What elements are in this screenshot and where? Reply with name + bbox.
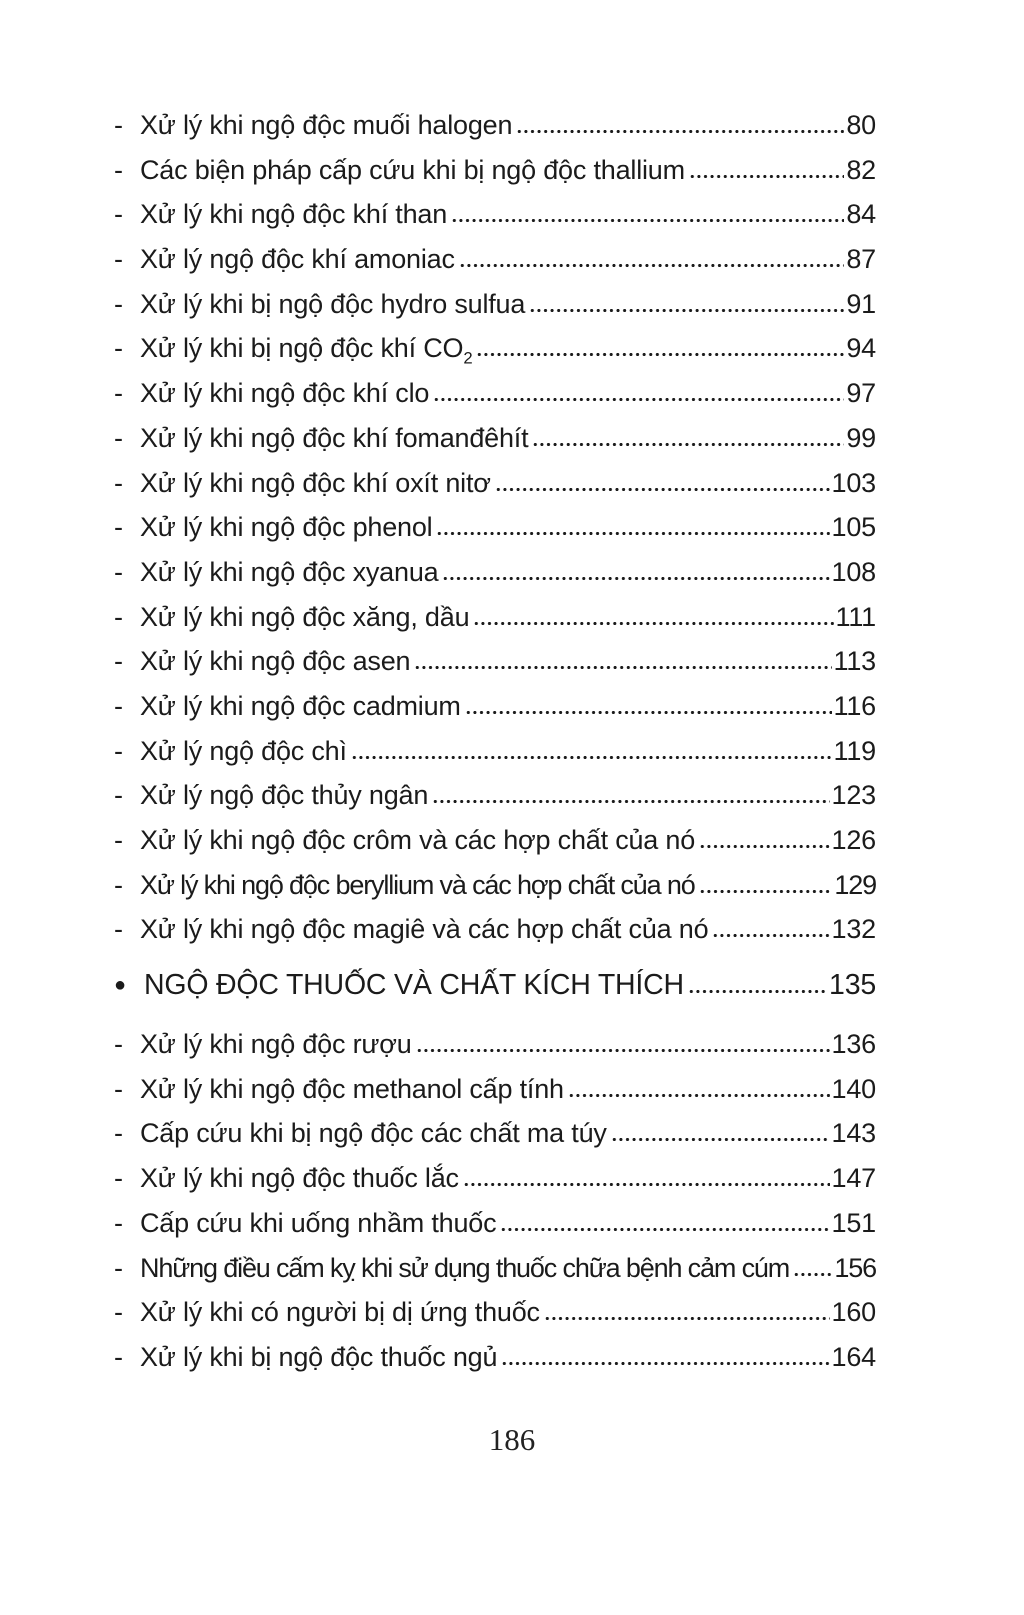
dotted-leader: [529, 308, 844, 313]
entry-title: [140, 1118, 607, 1153]
entry-title: [140, 512, 432, 547]
entry-title: [140, 1074, 564, 1109]
dotted-leader: [500, 1227, 829, 1232]
entry-marker: -: [114, 1341, 123, 1372]
toc-entry: [114, 244, 876, 289]
entry-page-number: 135: [829, 969, 876, 1002]
entry-title-text: Xử lý khi ngộ độc khí fomanđêhít: [140, 422, 529, 453]
toc-entry: [114, 423, 876, 468]
entry-page-number: 111: [835, 601, 876, 632]
entry-page-number: 119: [833, 735, 876, 766]
entry-title-text: Xử lý khi ngộ độc phenol: [140, 512, 433, 543]
entry-title-text: Xử lý khi bị ngộ độc hydro sulfua: [140, 288, 526, 319]
dotted-leader: [476, 352, 844, 357]
entry-marker: -: [114, 244, 123, 275]
entry-marker: -: [114, 556, 123, 587]
dotted-leader: [516, 129, 844, 134]
toc-entry: [114, 691, 876, 736]
toc-entry: [114, 199, 876, 244]
entry-title: [140, 1253, 789, 1288]
entry-title-text: Cấp cứu khi uống nhầm thuốc: [140, 1207, 497, 1238]
entry-marker: -: [114, 1163, 123, 1194]
entry-title: [140, 333, 472, 368]
toc-entry: [114, 602, 876, 647]
entry-marker: -: [114, 378, 123, 409]
entry-title-text: Xử lý khi ngộ độc thuốc lắc: [140, 1163, 459, 1194]
toc-section-entry: [114, 969, 876, 1023]
entry-title-text: Cấp cứu khi bị ngộ độc các chất ma túy: [140, 1118, 607, 1149]
entry-page-number: 160: [831, 1297, 876, 1328]
dotted-leader: [451, 218, 844, 223]
toc-entry: [114, 468, 876, 513]
entry-page-number: 140: [831, 1073, 876, 1104]
toc-entry: [114, 1118, 876, 1163]
entry-marker: -: [114, 735, 123, 766]
entry-page-number: 99: [846, 422, 876, 453]
toc-entry: [114, 1342, 876, 1387]
entry-title: [140, 914, 708, 949]
entry-title-text: Xử lý khi ngộ độc rượu: [140, 1029, 412, 1060]
entry-marker: -: [114, 1297, 123, 1328]
toc-entry: [114, 1297, 876, 1342]
toc-entry: [114, 557, 876, 602]
dotted-leader: [495, 487, 830, 492]
entry-page-number: 126: [831, 825, 876, 855]
dotted-leader: [699, 844, 829, 849]
entry-title: [140, 155, 685, 190]
entry-page-number: 82: [846, 154, 876, 185]
toc-entry: [114, 825, 876, 870]
entry-title: [140, 646, 410, 681]
entry-title: [140, 423, 528, 458]
entry-marker: -: [114, 512, 123, 543]
entry-page-number: 151: [831, 1207, 876, 1238]
entry-page-number: 87: [846, 244, 876, 275]
entry-marker: -: [114, 646, 123, 677]
entry-page-number: 116: [833, 690, 876, 721]
dotted-leader: [611, 1137, 830, 1142]
dotted-leader: [414, 665, 831, 670]
entry-title: [140, 1208, 496, 1243]
toc-entry: [114, 155, 876, 200]
entry-marker: -: [114, 914, 123, 945]
entry-page-number: 136: [831, 1029, 876, 1060]
entry-title-text: Các biện pháp cấp cứu khi bị ngộ độc thallium: [140, 154, 685, 185]
entry-title-text: Xử lý khi ngộ độc magiê và các hợp chất của nó: [140, 914, 709, 945]
dotted-leader: [432, 799, 829, 804]
toc-entry: [114, 110, 876, 155]
dotted-leader: [436, 531, 829, 536]
entry-marker: -: [114, 869, 122, 900]
dotted-leader: [416, 1048, 830, 1053]
dotted-leader: [793, 1272, 832, 1277]
entry-page-number: 84: [846, 199, 876, 230]
entry-title: [140, 870, 695, 905]
toc-entry: [114, 646, 876, 691]
entry-marker: -: [114, 601, 123, 632]
entry-page-number: 80: [846, 110, 876, 140]
toc-entry: [114, 1074, 876, 1119]
dotted-leader: [442, 576, 829, 581]
toc-entry: [114, 512, 876, 557]
dotted-leader: [433, 397, 844, 402]
entry-title-text: Xử lý khi ngộ độc muối halogen: [140, 110, 513, 140]
entry-page-number: 108: [831, 556, 876, 587]
entry-title: [140, 199, 447, 234]
toc-entry: [114, 378, 876, 423]
entry-title: [140, 691, 461, 726]
entry-marker: -: [114, 1118, 123, 1149]
entry-title-text: Xử lý khi ngộ độc khí oxít nitơ: [140, 467, 491, 498]
dotted-leader: [465, 710, 832, 715]
toc-entry: [114, 914, 876, 959]
entry-marker: -: [114, 288, 123, 319]
toc-list: [114, 110, 876, 1387]
entry-marker: -: [114, 1073, 123, 1104]
dotted-leader: [351, 755, 832, 760]
entry-page-number: 94: [846, 333, 876, 364]
entry-title: [140, 1297, 540, 1332]
entry-title: [140, 289, 525, 324]
entry-marker: ●: [114, 974, 126, 997]
entry-title-text: Xử lý khi có người bị dị ứng thuốc: [140, 1297, 540, 1328]
entry-marker: -: [114, 690, 123, 721]
dotted-leader: [568, 1093, 830, 1098]
entry-title-text: Xử lý ngộ độc khí amoniac: [140, 244, 455, 275]
dotted-leader: [532, 442, 844, 447]
entry-title: [144, 969, 684, 1006]
entry-page-number: 97: [846, 378, 876, 409]
toc-entry: [114, 870, 876, 915]
entry-marker: -: [114, 110, 123, 140]
entry-title: [140, 557, 438, 592]
toc-entry: [114, 780, 876, 825]
dotted-leader: [463, 1182, 830, 1187]
entry-title: [140, 468, 491, 503]
entry-title-text: Xử lý khi ngộ độc crôm và các hợp chất của nó: [140, 825, 696, 855]
entry-marker: -: [114, 467, 123, 498]
toc-entry: [114, 1208, 876, 1253]
entry-title-text: Xử lý khi bị ngộ độc thuốc ngủ: [140, 1341, 498, 1372]
dotted-leader: [689, 174, 844, 179]
entry-page-number: 129: [834, 869, 876, 900]
dotted-leader: [473, 621, 833, 626]
entry-page-number: 103: [831, 467, 876, 498]
entry-title-text: Xử lý ngộ độc chì: [140, 735, 347, 766]
entry-page-number: 132: [831, 914, 876, 945]
dotted-leader: [699, 889, 833, 894]
entry-marker: -: [114, 1207, 123, 1238]
entry-title-text: NGỘ ĐỘC THUỐC VÀ CHẤT KÍCH THÍCH: [144, 969, 684, 1002]
dotted-leader: [544, 1316, 830, 1321]
entry-title: [140, 780, 428, 815]
entry-page-number: 105: [831, 512, 876, 543]
entry-title-text: Xử lý khi ngộ độc asen: [140, 646, 411, 677]
entry-title-text: Xử lý khi ngộ độc khí than: [140, 199, 448, 230]
entry-title-text: Xử lý khi ngộ độc xăng, dầu: [140, 601, 470, 632]
entry-title-text: Xử lý khi ngộ độc methanol cấp tính: [140, 1073, 564, 1104]
dotted-leader: [459, 263, 845, 268]
entry-title: [140, 378, 429, 413]
page-number: 186: [488, 1422, 536, 1457]
entry-title: [140, 1163, 459, 1198]
entry-page-number: 113: [833, 646, 876, 677]
entry-title: [140, 825, 695, 860]
entry-marker: -: [114, 780, 123, 811]
entry-title-text: Xử lý khi ngộ độc cadmium: [140, 690, 461, 721]
entry-page-number: 143: [831, 1118, 876, 1149]
entry-title-text: Xử lý khi ngộ độc xyanua: [140, 556, 439, 587]
toc-entry: [114, 1029, 876, 1074]
entry-marker: -: [114, 199, 123, 230]
entry-title-text: Xử lý khi ngộ độc beryllium và các hợp chất của nó: [140, 869, 695, 900]
dotted-leader: [501, 1361, 829, 1366]
entry-title-text: Những điều cấm kỵ khi sử dụng thuốc chữa bệnh cảm cúm: [140, 1252, 790, 1283]
entry-marker: -: [114, 1029, 123, 1060]
toc-entry: [114, 736, 876, 781]
dotted-leader: [712, 933, 829, 938]
toc-entry: [114, 1253, 876, 1298]
entry-title: [140, 1342, 497, 1377]
entry-marker: -: [114, 825, 123, 855]
entry-marker: -: [114, 333, 123, 364]
entry-marker: -: [114, 422, 123, 453]
entry-title: [140, 244, 455, 279]
entry-title: [140, 736, 347, 771]
entry-page-number: 123: [831, 780, 876, 811]
entry-title: [140, 1029, 412, 1064]
entry-page-number: 91: [846, 288, 876, 319]
dotted-leader: [688, 989, 827, 994]
entry-page-number: 156: [834, 1252, 876, 1283]
entry-title-text: Xử lý ngộ độc thủy ngân: [140, 780, 429, 811]
entry-title-text: Xử lý khi ngộ độc khí clo: [140, 378, 430, 409]
entry-page-number: 164: [831, 1341, 876, 1372]
entry-title: [140, 110, 512, 145]
entry-marker: -: [114, 154, 123, 185]
entry-title: [140, 602, 469, 637]
entry-subscript: 2: [463, 348, 473, 368]
toc-entry: [114, 289, 876, 334]
toc-entry: [114, 333, 876, 378]
entry-title-text: Xử lý khi bị ngộ độc khí CO: [140, 333, 464, 364]
entry-page-number: 147: [831, 1163, 876, 1194]
entry-marker: -: [114, 1252, 122, 1283]
toc-entry: [114, 1163, 876, 1208]
